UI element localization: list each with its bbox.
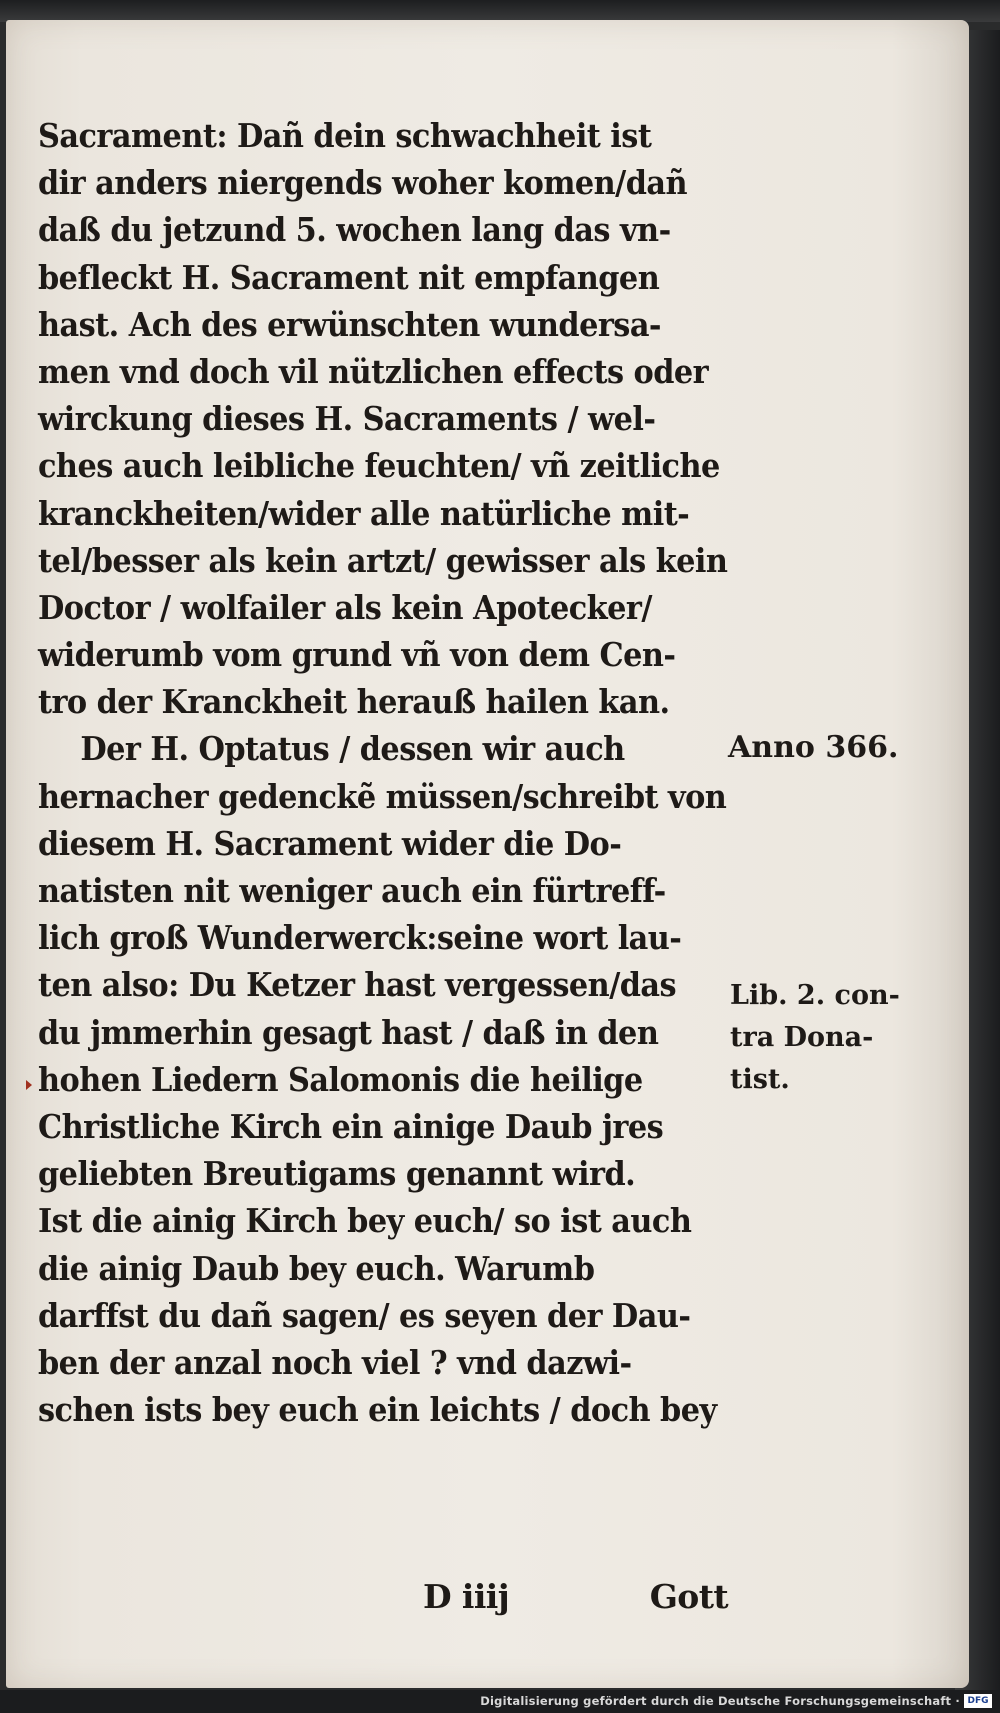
- funding-credit: Digitalisierung gefördert durch die Deutsche Forschungsgemeinschaft ·: [480, 1694, 960, 1708]
- text-line: ben der anzal noch viel ? vnd dazwi-: [38, 1342, 632, 1382]
- margin-note-reference: [730, 975, 900, 1101]
- text-line: kranckheiten/wider alle natürliche mit-: [38, 493, 690, 533]
- text-line: geliebten Breutigams genannt wird.: [38, 1154, 636, 1194]
- text-line: tro der Kranckheit herauß hailen kan.: [38, 682, 670, 722]
- text-line: lich groß Wunderwerck:seine wort lau-: [38, 918, 682, 958]
- margin-line: tra Dona-: [730, 1022, 874, 1053]
- text-line: Sacrament: Dañ dein schwachheit ist: [38, 116, 652, 155]
- text-line: Ist die ainig Kirch bey euch/ so ist auch: [38, 1201, 692, 1241]
- dfg-logo: DFG: [964, 1694, 992, 1708]
- scan-edge-top: [0, 0, 1000, 22]
- text-line: natisten nit weniger auch ein fürtreff-: [38, 871, 666, 910]
- red-margin-mark: [26, 1080, 32, 1090]
- text-line: hernacher gedenckẽ müssen/schreibt von: [38, 776, 727, 816]
- text-line: dir anders niergends woher komen/dañ: [38, 163, 688, 203]
- text-line: du jmmerhin gesagt hast / daß in den: [38, 1012, 659, 1052]
- text-line: widerumb vom grund vñ von dem Cen-: [38, 635, 676, 675]
- text-line: befleckt H. Sacrament nit empfangen: [38, 257, 660, 297]
- text-line: men vnd doch vil nützlichen effects oder: [38, 351, 709, 391]
- text-line: hohen Liedern Salomonis die heilige: [38, 1059, 643, 1099]
- text-line: tel/besser als kein artzt/ gewisser als kein: [38, 540, 728, 580]
- margin-line: Lib. 2. con-: [730, 980, 900, 1011]
- text-line: schen ists bey euch ein leichts / doch bey: [38, 1390, 717, 1430]
- text-line: diesem H. Sacrament wider die Do-: [38, 823, 622, 863]
- text-line: Christliche Kirch ein ainige Daub jres: [38, 1106, 664, 1146]
- text-line: hast. Ach des erwünschten wundersa-: [38, 304, 661, 344]
- text-line: darffst du dañ sagen/ es seyen der Dau-: [38, 1295, 691, 1335]
- text-line: ten also: Du Ketzer hast vergessen/das: [38, 965, 677, 1005]
- main-text-block: [38, 112, 728, 1616]
- text-line: ches auch leibliche feuchten/ vñ zeitliche: [38, 446, 720, 486]
- signature-mark: D iiij: [423, 1577, 510, 1616]
- text-line: die ainig Daub bey euch. Warumb: [38, 1248, 595, 1288]
- text-line: daß du jetzund 5. wochen lang das vn-: [38, 210, 671, 250]
- margin-line: tist.: [730, 1064, 790, 1095]
- catchword: Gott: [649, 1577, 728, 1616]
- margin-note-anno: Anno 366.: [728, 730, 899, 765]
- text-line: wirckung dieses H. Sacraments / wel-: [38, 399, 656, 439]
- page-footer-line: [38, 1577, 728, 1627]
- text-line: Doctor / wolfailer als kein Apotecker/: [38, 587, 652, 627]
- paragraph-start-line: Der H. Optatus / dessen wir auch: [80, 729, 625, 769]
